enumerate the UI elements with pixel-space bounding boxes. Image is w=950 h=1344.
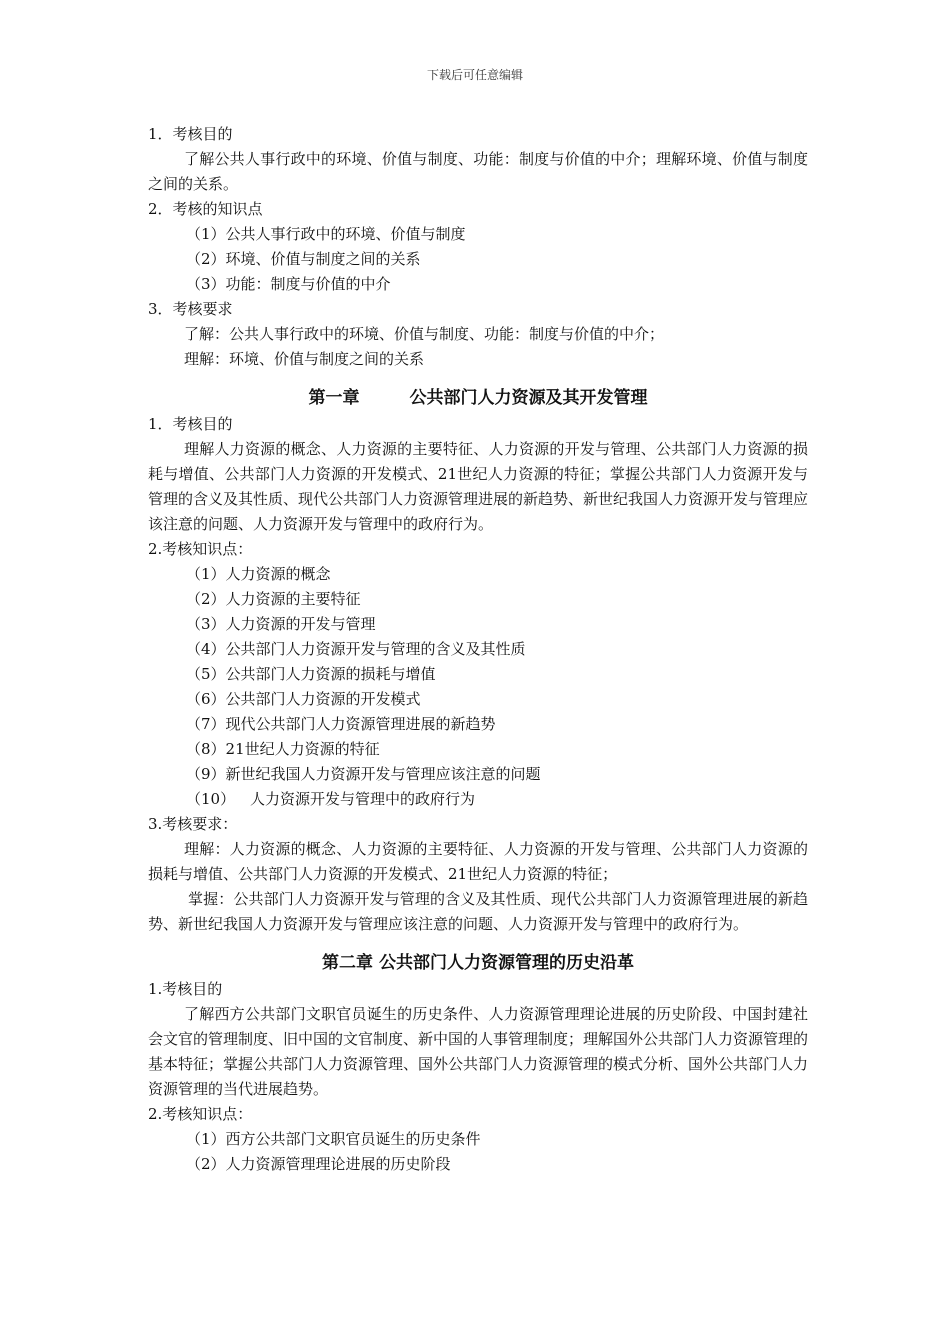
list-item: （1）公共人事行政中的环境、价值与制度	[186, 225, 466, 243]
chapter2-section1-title: 1.考核目的	[148, 980, 223, 998]
list-item	[148, 787, 808, 812]
chapter1-number: 第一章	[308, 388, 360, 408]
chapter2-section2-title: 2.考核知识点：	[148, 1105, 253, 1123]
chapter2-title: 第二章 公共部门人力资源管理的历史沿革	[322, 953, 634, 973]
list-item: （3）人力资源的开发与管理	[186, 615, 376, 633]
chapter1-requirement-master: 掌握：公共部门人力资源开发与管理的含义及其性质、现代公共部门人力资源管理进展的新趋势、新世纪我国人力资源开发与管理应该注意的问题、人力资源开发与管理中的政府行为。	[148, 890, 808, 933]
list-item-number: （10）	[186, 790, 236, 808]
intro-requirement-understand: 了解：公共人事行政中的环境、价值与制度、功能：制度与价值的中介；	[184, 325, 665, 343]
list-item: （9）新世纪我国人力资源开发与管理应该注意的问题	[186, 765, 541, 783]
chapter1-section3-title: 3.考核要求：	[148, 815, 238, 833]
chapter1-section2-title: 2.考核知识点：	[148, 540, 253, 558]
page-header: 下载后可任意编辑	[426, 68, 523, 82]
chapter1-requirement-understand: 理解：人力资源的概念、人力资源的主要特征、人力资源的开发与管理、公共部门人力资源的损耗与增值、公共部门人力资源的开发模式、21世纪人力资源的特征；	[148, 840, 808, 883]
list-item: （1）人力资源的概念	[186, 565, 331, 583]
list-item: （3）功能：制度与价值的中介	[186, 275, 391, 293]
list-item: （4）公共部门人力资源开发与管理的含义及其性质	[186, 640, 526, 658]
chapter2-section1-body: 了解西方公共部门文职官员诞生的历史条件、人力资源管理理论进展的历史阶段、中国封建社会文官的管理制度、旧中国的文官制度、新中国的人事管理制度；理解国外公共部门人力资源管理的基本特征；掌握公共部门人力资源管理、国外公共部门人力资源管理的模式分析、国外公共部门人力资源管理的当代进展趋势。	[148, 1005, 809, 1098]
list-item: （1）西方公共部门文职官员诞生的历史条件	[186, 1130, 481, 1148]
intro-section1-title: 1．考核目的	[148, 125, 233, 143]
list-item: （2）环境、价值与制度之间的关系	[186, 250, 421, 268]
intro-section2-title: 2．考核的知识点	[148, 200, 263, 218]
list-item: （5）公共部门人力资源的损耗与增值	[186, 665, 436, 683]
intro-section3-title: 3．考核要求	[148, 300, 233, 318]
intro-requirement-comprehend: 理解：环境、价值与制度之间的关系	[184, 350, 425, 368]
chapter1-section1-title: 1．考核目的	[148, 415, 233, 433]
chapter1-section1-body: 理解人力资源的概念、人力资源的主要特征、人力资源的开发与管理、公共部门人力资源的损耗与增值、公共部门人力资源的开发模式、21世纪人力资源的特征；掌握公共部门人力资源开发与管理的含义及其性质、现代公共部门人力资源管理进展的新趋势、新世纪我国人力资源开发与管理应该注意的问题、人力资源开发与管理中的政府行为。	[148, 440, 809, 533]
chapter1-name: 公共部门人力资源及其开发管理	[409, 388, 648, 408]
chapter1-title	[148, 384, 808, 412]
list-item: （2）人力资源的主要特征	[186, 590, 361, 608]
list-item: （6）公共部门人力资源的开发模式	[186, 690, 421, 708]
list-item-text: 人力资源开发与管理中的政府行为	[250, 790, 476, 808]
list-item: （7）现代公共部门人力资源管理进展的新趋势	[186, 715, 496, 733]
document-body	[148, 122, 808, 1177]
intro-section1-body: 了解公共人事行政中的环境、价值与制度、功能：制度与价值的中介；理解环境、价值与制度之间的关系。	[148, 150, 808, 193]
list-item: （8）21世纪人力资源的特征	[186, 740, 380, 758]
list-item: （2）人力资源管理理论进展的历史阶段	[186, 1155, 451, 1173]
